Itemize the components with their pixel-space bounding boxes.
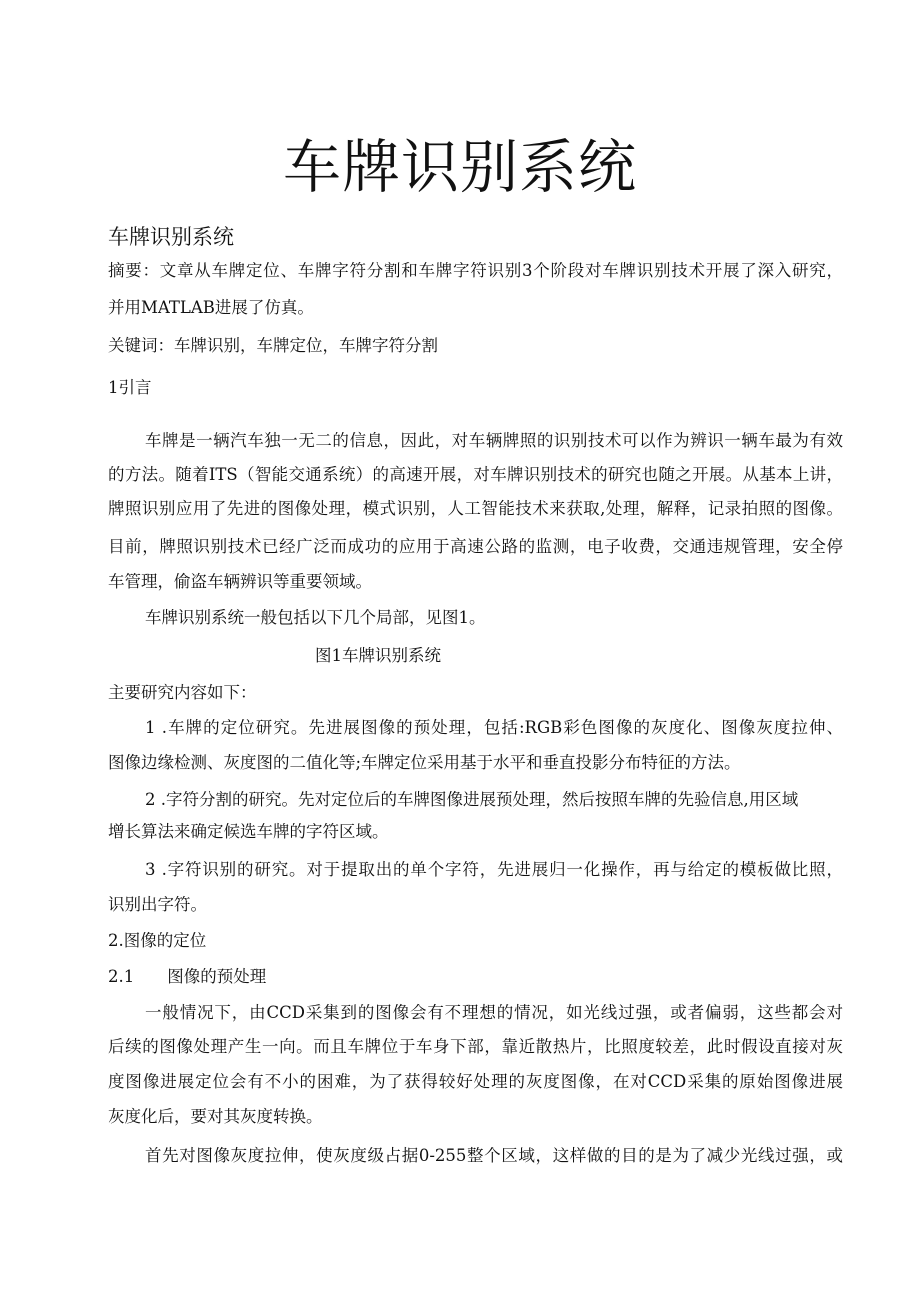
section-1-heading: 1引言 [108, 378, 152, 397]
abstract-line-1: 摘要：文章从车牌定位、车牌字符分割和车牌字符识别3个阶段对车牌识别技术开展了深入研究， [108, 261, 843, 280]
stretch-line: 首先对图像灰度拉伸，使灰度级占据0-255整个区域，这样做的目的是为了减少光线过强，或 [145, 1146, 843, 1165]
intro-line-2: 的方法。随着ITS（智能交通系统）的高速开展，对车牌识别技术的研究也随之开展。从基本上讲， [108, 465, 843, 484]
item-3-line-2: 识别出字符。 [108, 895, 207, 914]
preprocess-line-4: 灰度化后，要对其灰度转换。 [108, 1107, 323, 1126]
section-2-1-heading: 2.1 图像的预处理 [108, 967, 267, 986]
keywords-line: 关键词：车牌识别，车牌定位，车牌字符分割 [108, 336, 438, 355]
document-subtitle: 车牌识别系统 [108, 225, 234, 249]
figure-caption: 图1车牌识别系统 [315, 646, 441, 665]
item-2-line-2: 增长算法来确定候选车牌的字符区域。 [108, 822, 389, 841]
preprocess-line-2: 后续的图像处理产生一向。而且车牌位于车身下部，靠近散热片，比照度较差，此时假设直接对灰 [108, 1037, 843, 1056]
preprocess-line-3: 度图像进展定位会有不小的困难，为了获得较好处理的灰度图像，在对CCD采集的原始图像进展 [108, 1072, 843, 1091]
research-intro: 主要研究内容如下： [108, 683, 257, 702]
intro-line-4: 目前，牌照识别技术已经广泛而成功的应用于高速公路的监测，电子收费，交通违规管理，安全停 [108, 537, 843, 556]
document-title: 车牌识别系统 [282, 133, 637, 201]
item-2-line-1: 2 .字符分割的研究。先对定位后的车牌图像进展预处理，然后按照车牌的先验信息,用区域 [145, 790, 799, 809]
item-1-line-1: 1 .车牌的定位研究。先进展图像的预处理，包括:RGB彩色图像的灰度化、图像灰度拉伸、 [145, 718, 843, 737]
preprocess-line-1: 一般情况下，由CCD采集到的图像会有不理想的情况，如光线过强，或者偏弱，这些都会对 [145, 1003, 843, 1022]
item-3-line-1: 3 .字符识别的研究。对于提取出的单个字符，先进展归一化操作，再与给定的模板做比照， [145, 860, 843, 879]
intro-line-5: 车管理，偷盗车辆辨识等重要领域。 [108, 572, 372, 591]
abstract-line-2: 并用MATLAB进展了仿真。 [108, 298, 314, 317]
intro-line-1: 车牌是一辆汽车独一无二的信息，因此，对车辆牌照的识别技术可以作为辨识一辆车最为有效 [145, 431, 843, 450]
item-1-line-2: 图像边缘检测、灰度图的二值化等;车牌定位采用基于水平和垂直投影分布特征的方法。 [108, 753, 741, 772]
intro-line-3: 牌照识别应用了先进的图像处理，模式识别，人工智能技术来获取,处理，解释，记录拍照的图像。 [108, 499, 843, 518]
system-parts-line: 车牌识别系统一般包括以下几个局部，见图1。 [145, 608, 486, 627]
section-2-heading: 2.图像的定位 [108, 931, 207, 950]
